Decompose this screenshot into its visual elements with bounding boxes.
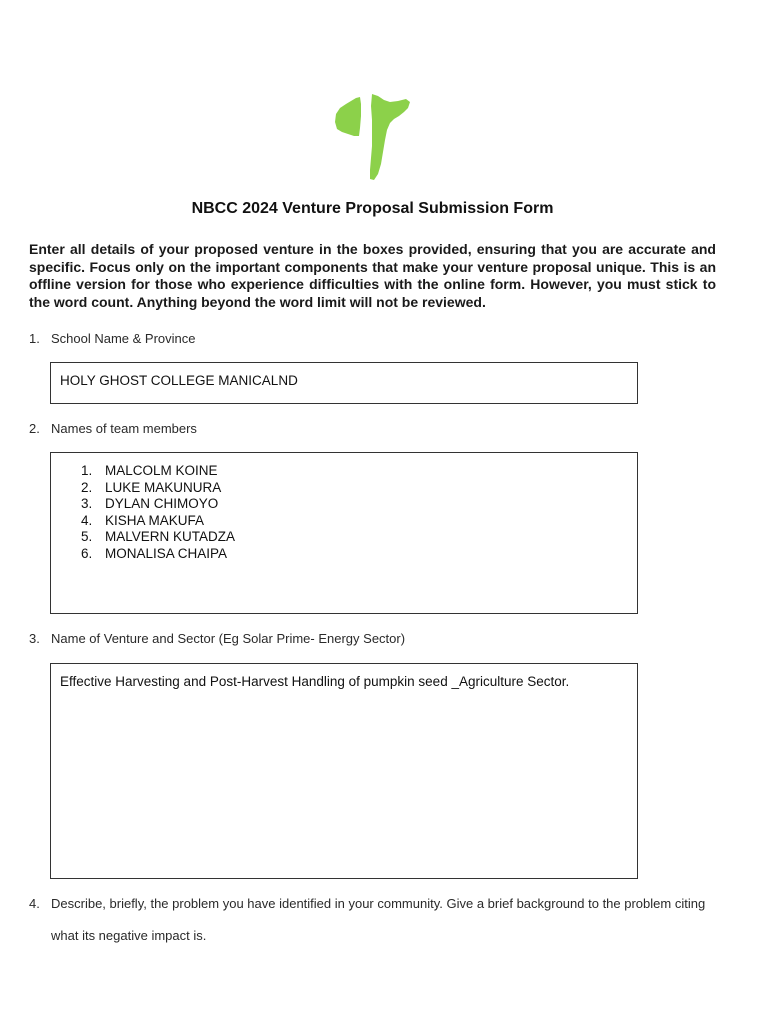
team-members-field[interactable] bbox=[50, 452, 638, 614]
logo-image bbox=[334, 92, 412, 182]
list-item: 2. LUKE MAKUNURA bbox=[81, 479, 222, 495]
question-number: 2. bbox=[29, 421, 40, 436]
question-number: 4. bbox=[29, 896, 40, 911]
venture-sector-value: Effective Harvesting and Post-Harvest Handling of pumpkin seed _Agriculture Sector. bbox=[60, 674, 570, 689]
question-label: Name of Venture and Sector (Eg Solar Prime- Energy Sector) bbox=[51, 631, 406, 646]
list-item: 1. MALCOLM KOINE bbox=[81, 463, 218, 478]
logo-right-leaf bbox=[370, 94, 410, 180]
list-item: 5. MALVERN KUTADZA bbox=[81, 529, 236, 544]
form-instructions: Enter all details of your proposed venture in the boxes provided, ensuring that you are accurate and specific. Focus only on the important components that make your venture proposal unique. This is an offline version for those who experience difficulties with the online form. However, you must stick to the word count. Anything beyond the word limit will not be reviewed. bbox=[29, 241, 716, 310]
logo-left-leaf bbox=[335, 97, 361, 136]
list-item: 4. KISHA MAKUFA bbox=[81, 512, 205, 528]
school-name-field[interactable] bbox=[50, 362, 638, 404]
question-label: Describe, briefly, the problem you have identified in your community. Give a brief background to the problem citing what its negative impact is. bbox=[51, 896, 706, 943]
form-title: NBCC 2024 Venture Proposal Submission Form bbox=[191, 200, 554, 217]
question-label: School Name & Province bbox=[51, 331, 196, 346]
venture-sector-field[interactable] bbox=[50, 663, 638, 879]
team-members-list bbox=[81, 463, 235, 562]
list-item: 6. MONALISA CHAIPA bbox=[81, 545, 228, 561]
school-name-value: HOLY GHOST COLLEGE MANICALND bbox=[60, 373, 298, 388]
question-number: 1. bbox=[29, 331, 40, 346]
question-label: Names of team members bbox=[51, 421, 197, 436]
list-item: 3. DYLAN CHIMOYO bbox=[81, 496, 219, 511]
question-number: 3. bbox=[29, 631, 40, 646]
